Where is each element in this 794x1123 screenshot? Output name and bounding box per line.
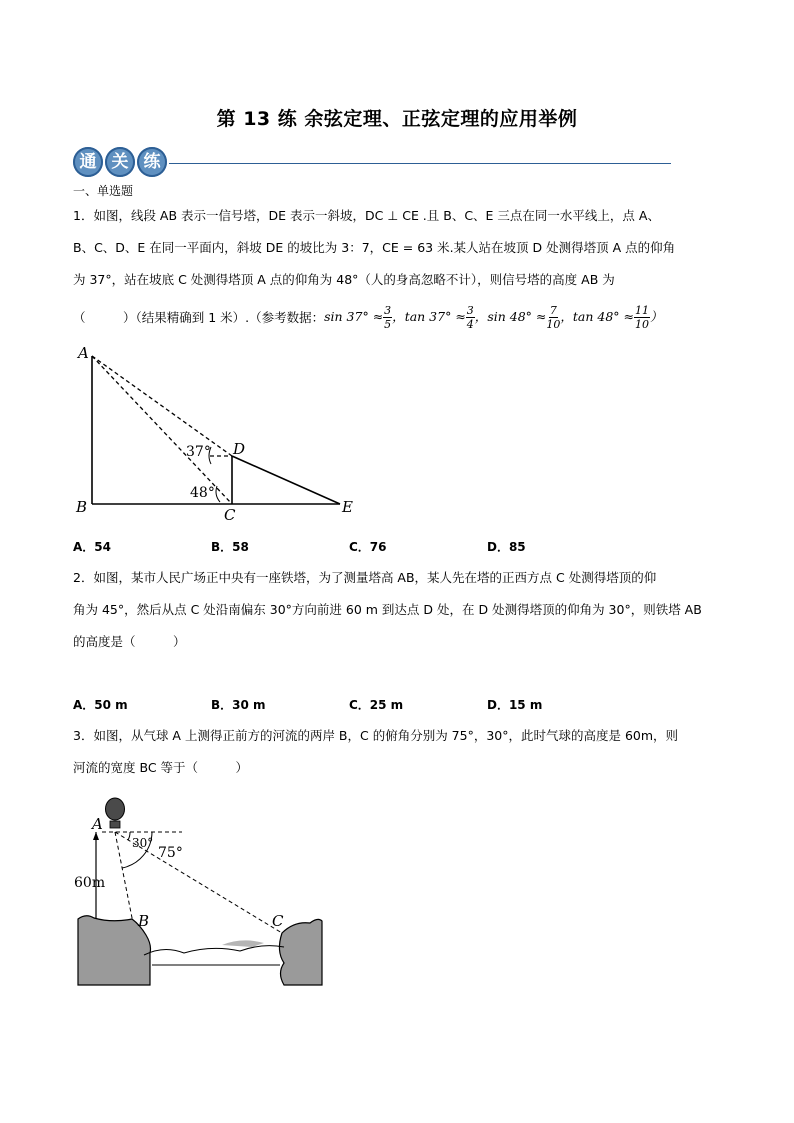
q1-option-a[interactable]: A．54: [73, 540, 111, 554]
q3-label-b: B: [138, 912, 150, 930]
q1-figure: [70, 340, 370, 525]
q1-angle-37: 37°: [186, 444, 211, 460]
q1-label-d: D: [233, 440, 246, 458]
q1-label-b: B: [76, 498, 88, 516]
q3-angle-75: 75°: [158, 845, 183, 861]
q3-label-c: C: [272, 912, 284, 930]
q2-options: [73, 696, 723, 712]
badge-char: 通: [73, 147, 103, 177]
page-title: 第 13 练 余弦定理、正弦定理的应用举例: [216, 108, 578, 130]
q2-option-b[interactable]: B．30 m: [211, 698, 266, 712]
q1-label-c: C: [224, 506, 236, 524]
balloon-icon: [106, 798, 125, 828]
q3-label-a: A: [92, 815, 103, 833]
q3-line1: 3．如图，从气球 A 上测得正前方的河流的两岸 B，C 的俯角分别为 75°，30°，此时气球的高度是 60m，则: [73, 728, 679, 743]
q2-option-c[interactable]: C．25 m: [349, 698, 404, 712]
q2-option-d[interactable]: D．15 m: [487, 698, 543, 712]
q2-option-a[interactable]: A．50 m: [73, 698, 128, 712]
ref-2: tan 37° ≈ $\frac{3}{4}$ ，: [404, 304, 488, 331]
q1-angle-48: 48°: [190, 485, 215, 501]
tongguanlian-badge: [73, 147, 167, 177]
ref-1: sin 37° ≈ $\frac{3}{5}$ ，: [324, 304, 405, 331]
q1-option-d[interactable]: D．85: [487, 540, 526, 554]
ref-4: tan 48° ≈ $\frac{11}{10}$ ）: [572, 304, 663, 331]
q1-options: [73, 538, 723, 554]
ref-3: sin 48° ≈ $\frac{7}{10}$ ，: [487, 304, 573, 331]
q3-height-label: 60m: [74, 875, 106, 891]
q1-line2: B、C、D、E 在同一平面内，斜坡 DE 的坡比为 3：7，CE = 63 米.某人站在坡顶 D 处测得塔顶 A 点的仰角: [73, 240, 676, 255]
q2-line2: 角为 45°，然后从点 C 处沿南偏东 30°方向前进 60 m 到达点 D 处，在 D 处测得塔顶的仰角为 30°，则铁塔 AB: [73, 602, 702, 617]
q1-label-a: A: [78, 344, 89, 362]
q2-line1: 2．如图，某市人民广场正中央有一座铁塔，为了测量塔高 AB，某人先在塔的正西方点 C 处测得塔顶的仰: [73, 570, 657, 585]
q1-label-e: E: [342, 498, 353, 516]
q1-option-b[interactable]: B．58: [211, 540, 249, 554]
q1-line3: 为 37°，站在坡底 C 处测得塔顶 A 点的仰角为 48°（人的身高忽略不计），则信号塔的高度 AB 为: [73, 272, 615, 287]
q1-option-c[interactable]: C．76: [349, 540, 387, 554]
q1-line4-prefix: （ ）（结果精确到 1 米）.（参考数据：: [73, 309, 325, 325]
banner-rule: [169, 163, 671, 164]
q3-angle-30: 30°: [132, 836, 154, 850]
q2-line3: 的高度是（ ）: [73, 634, 186, 649]
section-banner: [73, 147, 673, 177]
badge-char: 关: [105, 147, 135, 177]
q1-line1: 1．如图，线段 AB 表示一信号塔，DE 表示一斜坡，DC ⊥ CE .且 B、C、E 三点在同一水平线上，点 A、: [73, 208, 660, 223]
badge-char: 练: [137, 147, 167, 177]
section-heading: 一、单选题: [73, 184, 134, 198]
q3-line2: 河流的宽度 BC 等于（ ）: [73, 760, 249, 775]
q3-figure: [72, 795, 327, 987]
q1-line4: [73, 304, 723, 331]
